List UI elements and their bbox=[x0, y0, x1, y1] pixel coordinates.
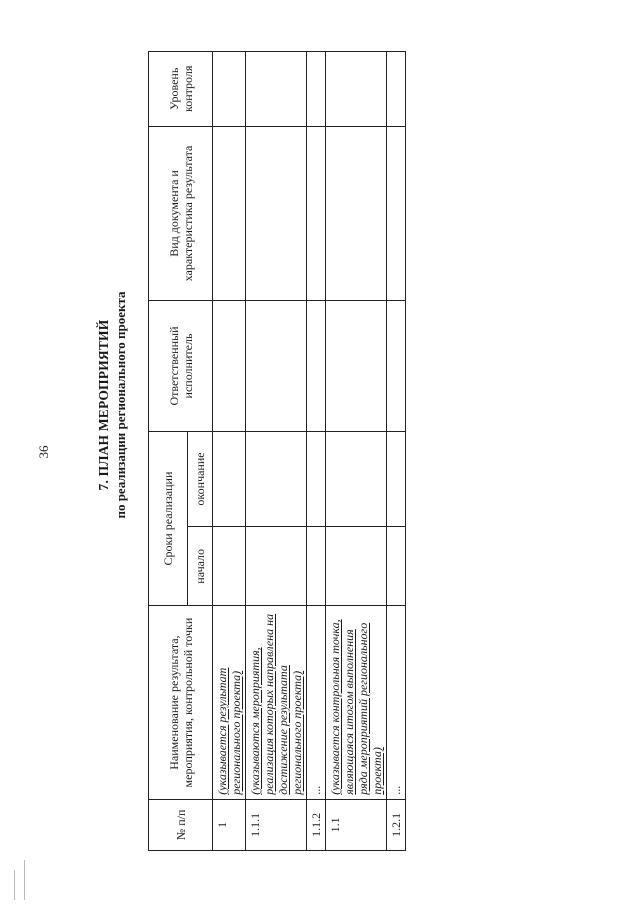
cell-end bbox=[387, 431, 406, 527]
row-num: 1.1.1 bbox=[246, 799, 307, 850]
cell-end bbox=[246, 431, 307, 527]
cell-control bbox=[387, 52, 406, 127]
cell-start bbox=[246, 527, 307, 606]
cell-document bbox=[326, 126, 387, 301]
row-num: 1 bbox=[213, 799, 246, 850]
cell-document bbox=[307, 126, 326, 301]
cell-control bbox=[326, 52, 387, 127]
row-num: 1.1.2 bbox=[307, 799, 326, 850]
header-control: Уровень контроля bbox=[149, 52, 213, 127]
cell-document bbox=[213, 126, 246, 301]
page-number: 36 bbox=[36, 445, 51, 459]
cell-end bbox=[307, 431, 326, 527]
row-num: 1.2.1 bbox=[387, 799, 406, 850]
row-num: 1.1 bbox=[326, 799, 387, 850]
cell-responsible bbox=[387, 301, 406, 431]
cell-start bbox=[387, 527, 406, 606]
cell-responsible bbox=[307, 301, 326, 431]
heading-block bbox=[96, 55, 129, 755]
header-name: Наименование результата, мероприятия, контрольной точки bbox=[149, 606, 213, 799]
row-name: (указывается контрольная точка, являющаяся итогом выполнения ряда мероприятий регионального проекта) bbox=[326, 606, 387, 799]
cell-document bbox=[387, 126, 406, 301]
cell-responsible bbox=[213, 301, 246, 431]
page-title: 7. ПЛАН МЕРОПРИЯТИЙ bbox=[96, 319, 111, 491]
table-row bbox=[326, 52, 387, 851]
cell-start bbox=[326, 527, 387, 606]
cell-control bbox=[213, 52, 246, 127]
cell-start bbox=[307, 527, 326, 606]
row-name: (указываются мероприятия, реализация которых направлена на достижение результата регионального проекта) bbox=[246, 606, 307, 799]
cell-end bbox=[213, 431, 246, 527]
cell-responsible bbox=[326, 301, 387, 431]
cell-control bbox=[307, 52, 326, 127]
page-subtitle: по реализации регионального проекта bbox=[113, 291, 128, 519]
header-responsible: Ответственный исполнитель bbox=[149, 301, 213, 431]
row-name: ... bbox=[387, 606, 406, 799]
action-plan-table bbox=[148, 51, 406, 851]
header-end: окончание bbox=[188, 431, 213, 527]
cell-end bbox=[326, 431, 387, 527]
table-row bbox=[387, 52, 406, 851]
row-name: ... bbox=[307, 606, 326, 799]
table-row bbox=[213, 52, 246, 851]
table-row bbox=[246, 52, 307, 851]
cell-responsible bbox=[246, 301, 307, 431]
row-name: (указывается результат регионального проекта) bbox=[213, 606, 246, 799]
cell-start bbox=[213, 527, 246, 606]
header-start: начало bbox=[188, 527, 213, 606]
header-num: № п/п bbox=[149, 799, 213, 850]
table-row bbox=[307, 52, 326, 851]
cell-control bbox=[246, 52, 307, 127]
header-document: Вид документа и характеристика результата bbox=[149, 126, 213, 301]
cell-document bbox=[246, 126, 307, 301]
header-terms: Сроки реализации bbox=[149, 431, 188, 606]
